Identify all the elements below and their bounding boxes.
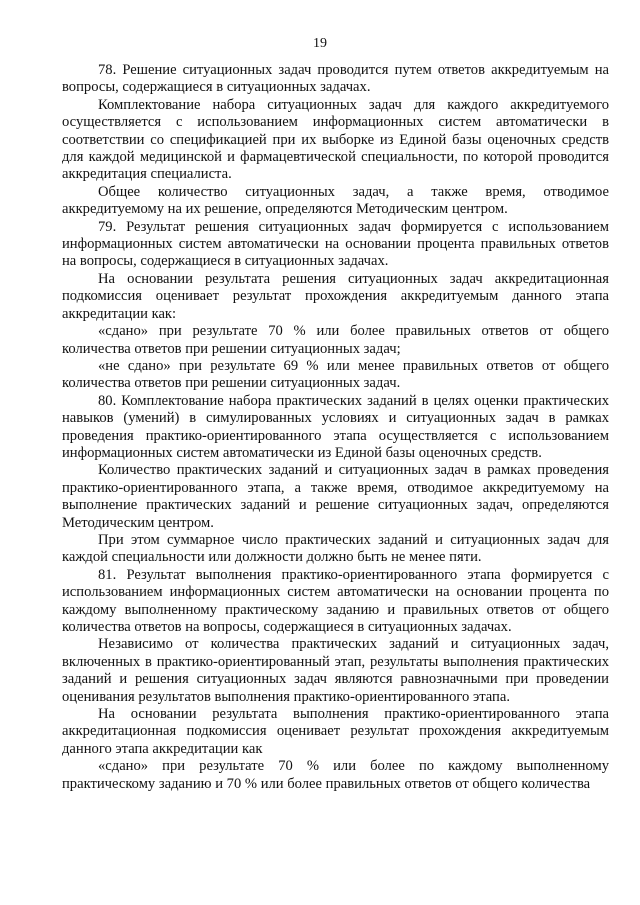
paragraph-equivalence: Независимо от количества практических заданий и ситуационных задач, включенных в практико-ориентированный этап, результаты выполнения практических заданий и решения ситуационных задач являются равнозначными при проведении оценивания результатов выполнения практико-ориентированного этапа.: [62, 636, 609, 705]
paragraph-78: 78. Решение ситуационных задач проводится путем ответов аккредитуемым на вопросы, содержащиеся в ситуационных задачах.: [62, 62, 609, 96]
paragraph-practical-evaluation-intro: На основании результата выполнения практико-ориентированного этапа аккредитационная подкомиссия оценивает результат прохождения аккредитуемым данного этапа аккредитации как: [62, 706, 609, 757]
paragraph-81: 81. Результат выполнения практико-ориентированного этапа формируется с использованием информационных систем автоматически на основании процента по каждому выполненному практическому заданию и правильных ответов от общего количества ответов на вопросы, содержащиеся в ситуационных задачах.: [62, 566, 609, 635]
page-number: 19: [313, 36, 327, 51]
paragraph-not-passed: «не сдано» при результате 69 % или менее правильных ответов от общего количества ответов при решении ситуационных задач.: [62, 357, 609, 392]
document-body: [62, 62, 609, 793]
paragraph-task-count: Общее количество ситуационных задач, а также время, отводимое аккредитуемому на их решение, определяются Методическим центром.: [62, 183, 609, 218]
paragraph-79: 79. Результат решения ситуационных задач формируется с использованием информационных систем автоматически на основании процента правильных ответов на вопросы, содержащиеся в ситуационных задачах.: [62, 218, 609, 270]
paragraph-practical-passed: «сдано» при результате 70 % или более по каждому выполненному практическому заданию и 70 % или более правильных ответов от общего количества: [62, 758, 609, 792]
paragraph-practical-count: Количество практических заданий и ситуационных задач в рамках проведения практико-ориентированного этапа, а также время, отводимое аккредитуемому на выполнение практических заданий и решение ситуационных задач, определяются Методическим центром.: [62, 462, 609, 531]
paragraph-passed: «сдано» при результате 70 % или более правильных ответов от общего количества ответов при решении ситуационных задач;: [62, 323, 609, 357]
paragraph-80: 80. Комплектование набора практических заданий в целях оценки практических навыков (умений) в симулированных условиях и ситуационных задач в рамках проведения практико-ориентированного этапа осуществляется с использованием информационных систем автоматически из Единой базы оценочных средств.: [62, 392, 609, 461]
paragraph-evaluation-intro: На основании результата решения ситуационных задач аккредитационная подкомиссия оценивает результат прохождения аккредитуемым данного этапа аккредитации как:: [62, 270, 609, 322]
paragraph-minimum-five: При этом суммарное число практических заданий и ситуационных задач для каждой специальности или должности должно быть не менее пяти.: [62, 531, 609, 566]
paragraph-task-assembly: Комплектование набора ситуационных задач для каждого аккредитуемого осуществляется с использованием информационных систем автоматически в соответствии со спецификацией при их выборке из Единой базы оценочных средств для каждой медицинской и фармацевтической специальности, по которой проводится аккредитация специалиста.: [62, 96, 609, 183]
